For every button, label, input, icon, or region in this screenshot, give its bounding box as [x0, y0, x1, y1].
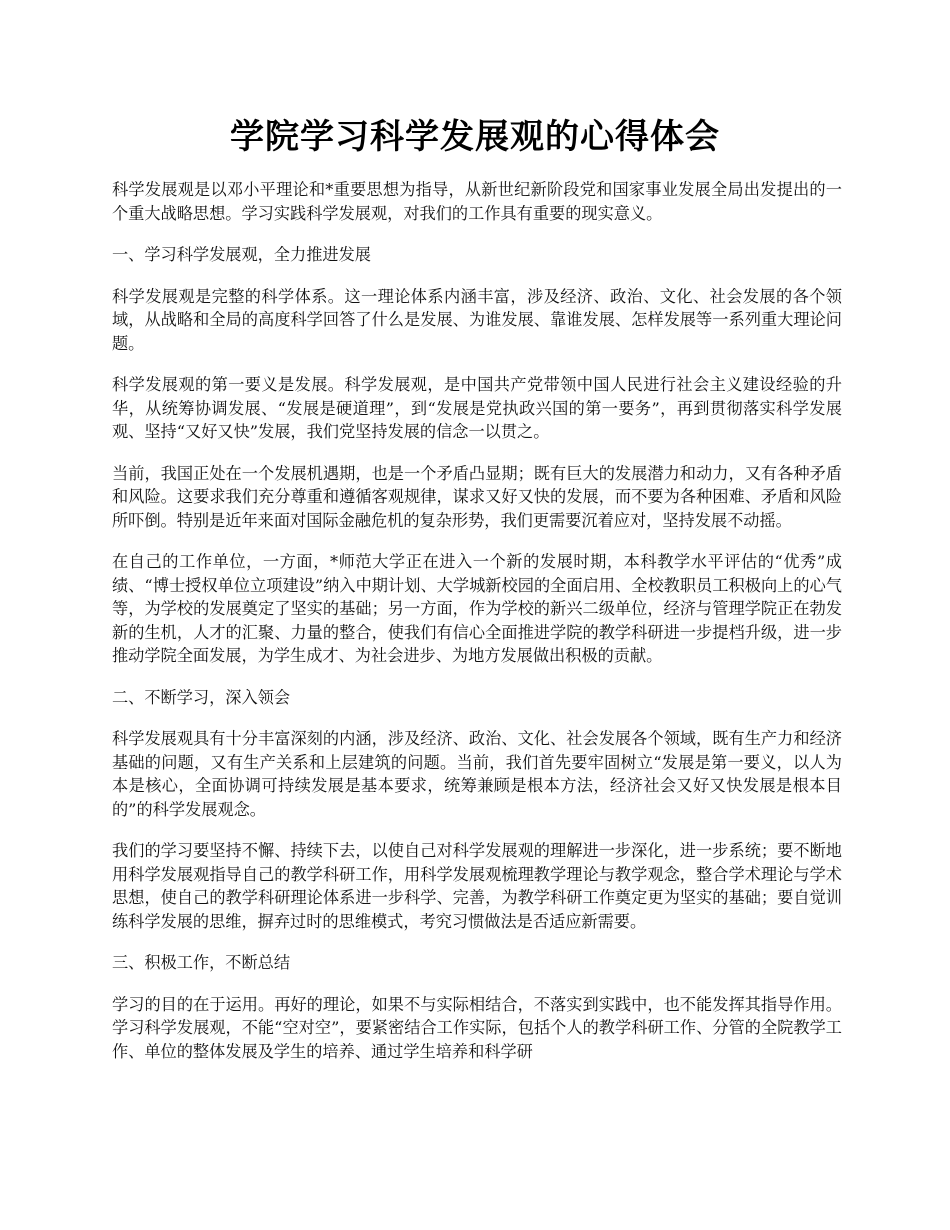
section-heading-3: 三、积极工作，不断总结	[112, 953, 291, 972]
body-paragraph: 科学发展观的第一要义是发展。科学发展观，是中国共产党带领中国人民进行社会主义建设经验的升华，从统筹协调发展、“发展是硬道理”，到“发展是党执政兴国的第一要务”，再到贯彻落实科学发展观、坚持“又好又快”发展，我们党坚持发展的信念一以贯之。	[112, 375, 842, 441]
body-paragraph: 在自己的工作单位，一方面，*师范大学正在进入一个新的发展时期，本科教学水平评估的“优秀”成绩、“博士授权单位立项建设”纳入中期计划、大学城新校园的全面启用、全校教职员工积极向上的心气等，为学校的发展奠定了坚实的基础；另一方面，作为学校的新兴二级单位，经济与管理学院正在勃发新的生机，人才的汇聚、力量的整合，使我们有信心全面推进学院的教学科研进一步提档升级，进一步推动学院全面发展，为学生成才、为社会进步、为地方发展做出积极的贡献。	[112, 552, 842, 665]
body-paragraph: 科学发展观是完整的科学体系。这一理论体系内涵丰富，涉及经济、政治、文化、社会发展的各个领域，从战略和全局的高度科学回答了什么是发展、为谁发展、靠谁发展、怎样发展等一系列重大理论问题。	[112, 286, 842, 353]
body-paragraph: 学习的目的在于运用。再好的理论，如果不与实际相结合，不落实到实践中，也不能发挥其指导作用。学习科学发展观，不能“空对空”，要紧密结合工作实际，包括个人的教学科研工作、分管的全院教学工作、单位的整体发展及学生的培养、通过学生培养和科学研	[112, 994, 842, 1061]
section-heading-1: 一、学习科学发展观，全力推进发展	[112, 245, 371, 264]
body-paragraph: 当前，我国正处在一个发展机遇期，也是一个矛盾凸显期；既有巨大的发展潜力和动力，又有各种矛盾和风险。这要求我们充分尊重和遵循客观规律，谋求又好又快的发展，而不要为各种困难、矛盾和风险所吓倒。特别是近年来面对国际金融危机的复杂形势，我们更需要沉着应对，坚持发展不动摇。	[112, 463, 842, 530]
section-heading-2: 二、不断学习，深入领会	[112, 687, 291, 707]
document-body	[112, 178, 842, 1081]
body-paragraph: 我们的学习要坚持不懈、持续下去，以使自己对科学发展观的理解进一步深化，进一步系统；要不断地用科学发展观指导自己的教学科研工作，用科学发展观梳理教学理论与教学观念，整合学术理论与学术思想，使自己的教学科研理论体系进一步科学、完善，为教学科研工作奠定更为坚实的基础；要自觉训练科学发展的思维，摒弃过时的思维模式，考究习惯做法是否适应新需要。	[112, 841, 842, 931]
document-title: 学院学习科学发展观的心得体会	[230, 117, 720, 157]
body-paragraph: 科学发展观具有十分丰富深刻的内涵，涉及经济、政治、文化、社会发展各个领域，既有生产力和经济基础的问题，又有生产关系和上层建筑的问题。当前，我们首先要牢固树立“发展是第一要义，以人为本是核心，全面协调可持续发展是基本要求，统筹兼顾是根本方法，经济社会又好又快发展是根本目的”的科学发展观念。	[112, 729, 842, 819]
intro-paragraph: 科学发展观是以邓小平理论和*重要思想为指导，从新世纪新阶段党和国家事业发展全局出发提出的一个重大战略思想。学习实践科学发展观，对我们的工作具有重要的现实意义。	[112, 180, 842, 223]
